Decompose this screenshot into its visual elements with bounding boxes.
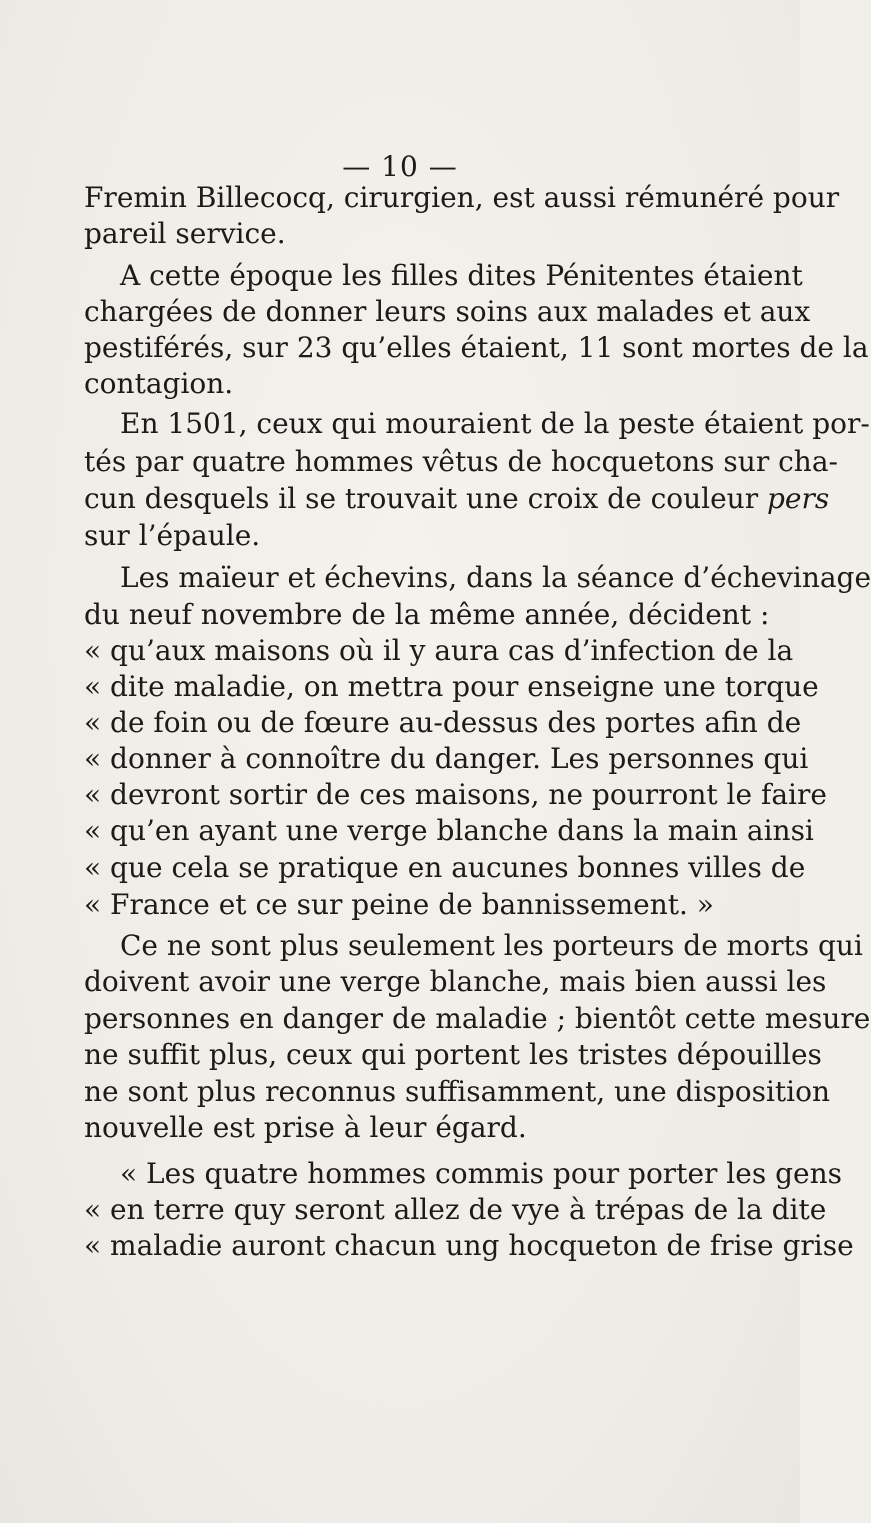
text-line: pareil service. xyxy=(84,217,286,250)
text-line: doivent avoir une verge blanche, mais bien aussi les xyxy=(84,965,827,998)
text-line: tés par quatre hommes vêtus de hocquetons sur cha- xyxy=(84,445,838,478)
quote-line: « maladie auront chacun ung hocqueton de frise grise xyxy=(84,1229,854,1262)
text-line: pestiférés, sur 23 qu’elles étaient, 11 sont mortes de la xyxy=(84,331,869,364)
quote-line: « donner à connoître du danger. Les personnes qui xyxy=(84,742,809,775)
text-line: Les maïeur et échevins, dans la séance d’échevinage xyxy=(120,561,871,594)
text-line: Ce ne sont plus seulement les porteurs de morts qui xyxy=(120,929,863,962)
text-line: En 1501, ceux qui mouraient de la peste étaient por- xyxy=(120,407,870,440)
text-line: du neuf novembre de la même année, décident : xyxy=(84,598,770,631)
text-line: chargées de donner leurs soins aux malades et aux xyxy=(84,295,811,328)
quote-line: « en terre quy seront allez de vye à trépas de la dite xyxy=(84,1193,827,1226)
quote-line: « dite maladie, on mettra pour enseigne une torque xyxy=(84,670,819,703)
text-line: sur l’épaule. xyxy=(84,519,261,552)
text-line: ne suffit plus, ceux qui portent les tristes dépouilles xyxy=(84,1038,822,1071)
quote-line: « que cela se pratique en aucunes bonnes villes de xyxy=(84,851,806,884)
quote-line: « France et ce sur peine de bannissement. » xyxy=(84,888,714,921)
text-line: personnes en danger de maladie ; bientôt cette mesure xyxy=(84,1002,871,1035)
quote-line: « qu’en ayant une verge blanche dans la main ainsi xyxy=(84,814,814,847)
quote-line: « Les quatre hommes commis pour porter les gens xyxy=(120,1157,842,1190)
italic-word: pers xyxy=(766,482,830,515)
text-line: ne sont plus reconnus suffisamment, une disposition xyxy=(84,1075,831,1108)
page-number: — 10 — xyxy=(342,150,458,183)
quote-line: « qu’aux maisons où il y aura cas d’infection de la xyxy=(84,634,794,667)
text-line: cun desquels il se trouvait une croix de couleur pers xyxy=(84,482,830,515)
quote-line: « devront sortir de ces maisons, ne pourront le faire xyxy=(84,778,827,811)
text-line: A cette époque les filles dites Pénitentes étaient xyxy=(120,259,803,292)
text-line: nouvelle est prise à leur égard. xyxy=(84,1111,527,1144)
text-line: contagion. xyxy=(84,367,234,400)
text-line: Fremin Billecocq, cirurgien, est aussi rémunéré pour xyxy=(84,181,840,214)
quote-line: « de foin ou de fœure au-dessus des portes afin de xyxy=(84,706,802,739)
